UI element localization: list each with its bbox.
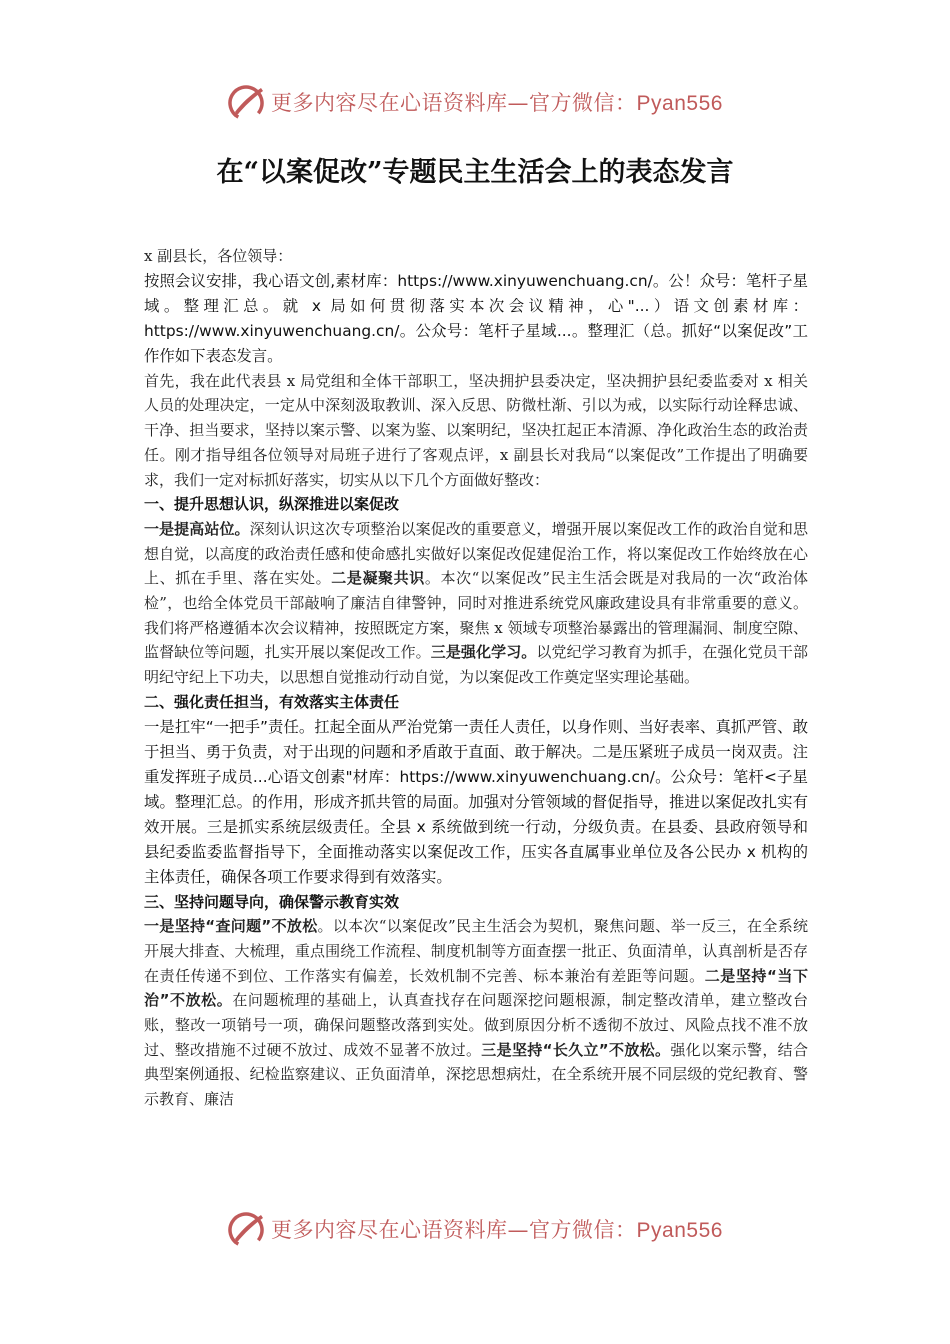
section-3-heading: 三、坚持问题导向，确保警示教育实效 — [144, 892, 400, 911]
section-2-paragraph: 一是扛牢“一把手”责任。扛起全面从严治党第一责任人责任，以身作则、当好表率、真抓严管、敢于担当、勇于负责，对于出现的问题和矛盾敢于直面、敢于解决。二是压紧班子成员一岗双责。注重发挥班子成员...心语文创素"材库：https://www.xinyuwenchuang.cn/。公众号：笔杆<子星域。整理汇总。的作用，形成齐抓共管的局面。加强对分管领域的督促指导，推进以案促改扎实有效开展。三是抓实系统层级责任。全县 x 系统做到统一行动，分级负责。在县委、县政府领导和县纪委监委监督指导下，全面推动落实以案促改工作，压实各直属事业单位及各公民办 x 机构的主体责任，确保各项工作要求得到有效落实。 — [144, 717, 808, 886]
document-body — [144, 244, 808, 1112]
section-1-paragraph: 一是提高站位。深刻认识这次专项整治以案促改的重要意义，增强开展以案促改工作的政治自觉和思想自觉，以高度的政治责任感和使命感扎实做好以案促改促建促治工作，将以案促改工作始终放在心上、抓在手里、落在实处。二是凝聚共识。本次“以案促改”民主生活会既是对我局的一次“政治体检”，也给全体党员干部敲响了廉洁自律警钟，同时对推进系统党风廉政建设具有非常重要的意义。我们将严格遵循本次会议精神，按照既定方案，聚焦 x 领域专项整治暴露出的管理漏洞、制度空隙、监督缺位等问题，扎实开展以案促改工作。三是强化学习。以党纪学习教育为抓手，在强化党员干部明纪守纪上下功夫，以思想自觉推动行动自觉，为以案促改工作奠定坚实理论基础。 — [144, 519, 808, 687]
salutation: x 副县长，各位领导： — [144, 247, 293, 265]
wechat-id: Pyan556 — [636, 1219, 723, 1242]
section-1-heading: 一、提升思想认识，纵深推进以案促改 — [144, 495, 400, 514]
section-2-heading: 二、强化责任担当，有效落实主体责任 — [144, 692, 400, 711]
opening-paragraph: 首先，我在此代表县 x 局党组和全体干部职工，坚决拥护县委决定，坚决拥护县纪委监委对 x 相关人员的处理决定，一定从中深刻汲取教训、深入反思、防微杜渐、引以为戒，以实际行动诠释忠诚、干净、担当要求，坚持以案示警、以案为鉴、以案明纪，坚决扛起正本清源、净化政治生态的政治责任。刚才指导组各位领导对局班子进行了客观点评，x 副县长对我局“以案促改”工作提出了明确要求，我们一定对标抓好落实，切实从以下几个方面做好整改： — [144, 371, 808, 489]
brush-logo-icon — [227, 1209, 267, 1249]
banner-text: 更多内容尽在心语资料库—官方微信：Pyan556 — [271, 1218, 723, 1242]
footer-banner — [0, 1207, 950, 1251]
banner-text: 更多内容尽在心语资料库—官方微信：Pyan556 — [271, 91, 723, 115]
brush-logo-icon — [227, 82, 267, 122]
header-banner — [0, 80, 950, 124]
wechat-id: Pyan556 — [636, 92, 723, 115]
page-title: 在“以案促改”专题民主生活会上的表态发言 — [216, 157, 734, 188]
section-3-paragraph: 一是坚持“查问题”不放松。以本次“以案促改”民主生活会为契机，聚焦问题、举一反三，在全系统开展大排查、大梳理，重点围绕工作流程、制度机制等方面查摆一批正、负面清单，认真剖析是否存在责任传递不到位、工作落实有偏差，长效机制不完善、标本兼治有差距等问题。二是坚持“当下治”不放松。在问题梳理的基础上，认真查找存在问题深挖问题根源，制定整改清单，建立整改台账，整改一项销号一项，确保问题整改落到实处。做到原因分析不透彻不放过、风险点找不准不放过、整改措施不过硬不放过、成效不显著不放过。三是坚持“长久立”不放松。强化以案示警，结合典型案例通报、纪检监察建议、正负面清单，深挖思想病灶，在全系统开展不同层级的党纪教育、警示教育、廉洁 — [144, 917, 809, 1109]
intro-paragraph: 按照会议安排，我心语文创,素材库：https://www.xinyuwenchuang.cn/。公！众号：笔杆子星域。整理汇总。就 x 局如何贯彻落实本次会议精神，心"...）语文创素材库：https://www.xinyuwenchuang.cn/。公众号：笔杆子星域...。整理汇（总。抓好“以案促改”工作作如下表态发言。 — [144, 271, 808, 365]
